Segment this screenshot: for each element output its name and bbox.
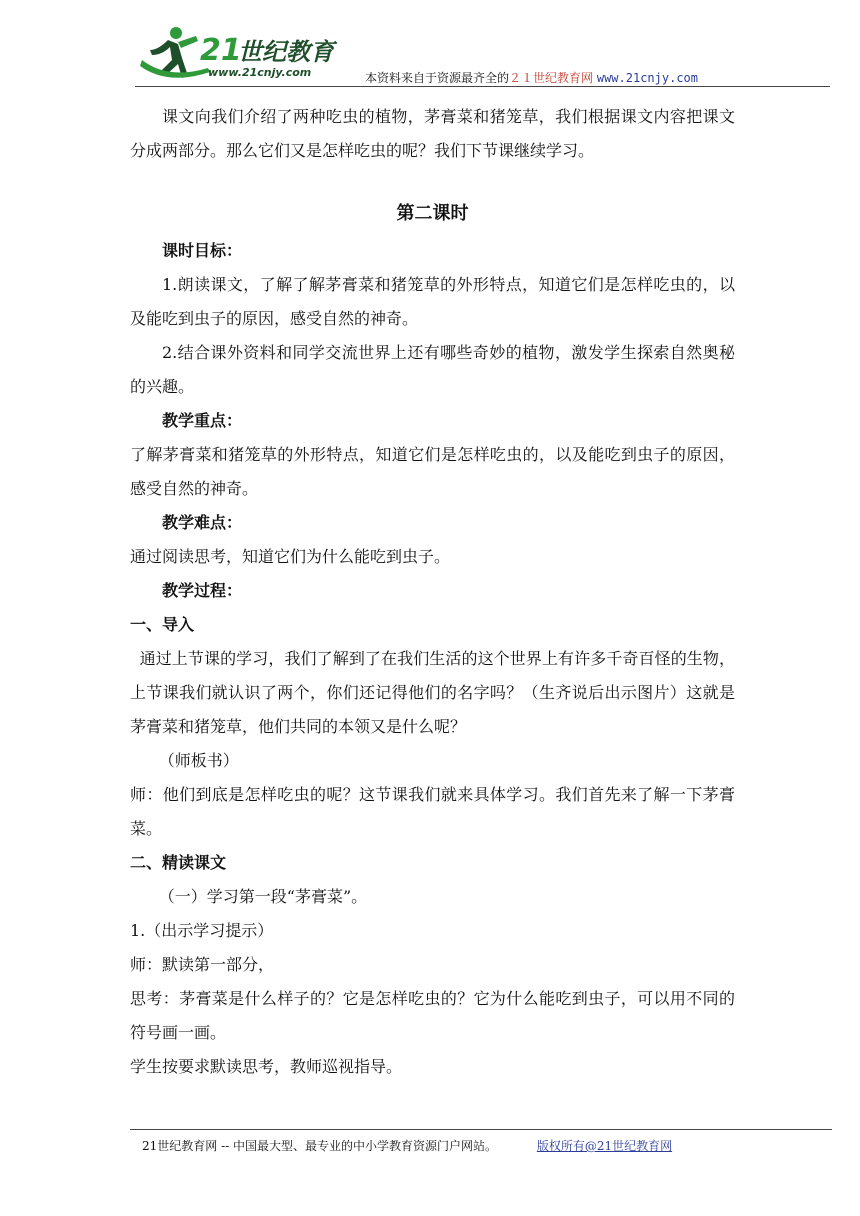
svg-text:www.21cnjy.com: www.21cnjy.com (208, 66, 312, 79)
section-1-text: 通过上节课的学习，我们了解到了在我们生活的这个世界上有许多千奇百怪的生物，上节课我们就认识了两个，你们还记得他们的名字吗？（生齐说后出示图片）这就是茅膏菜和猪笼草，他们共同的本领又是什么呢？ (130, 649, 735, 736)
document-body (130, 100, 735, 1084)
step-1: 1.（出示学习提示） (130, 921, 274, 940)
teacher-line-1: 师：他们到底是怎样吃虫的呢？这节课我们就来具体学习。我们首先来了解一下茅膏菜。 (130, 785, 735, 838)
subsection-1: （一）学习第一段“茅膏菜”。 (158, 887, 368, 906)
header-divider (135, 86, 830, 87)
footer-left-text: 21世纪教育网 -- 中国最大型、最专业的中小学教育资源门户网站。 (142, 1139, 498, 1153)
tagline-url-link[interactable]: www.21cnjy.com (596, 71, 699, 85)
goal-1: 1.朗读课文，了解了解茅膏菜和猪笼草的外形特点，知道它们是怎样吃虫的，以及能吃到虫子的原因，感受自然的神奇。 (130, 275, 735, 328)
tagline-site-link[interactable]: ２１世纪教育网 (509, 71, 594, 85)
lesson-title: 第二课时 (396, 203, 469, 224)
students-activity: 学生按要求默读思考，教师巡视指导。 (130, 1057, 403, 1076)
difficulty-text: 通过阅读思考，知道它们为什么能吃到虫子。 (130, 547, 451, 566)
teacher-line-2: 师：默读第一部分， (130, 955, 275, 974)
goal-2: 2.结合课外资料和同学交流世界上还有哪些奇妙的植物，激发学生探索自然奥秘的兴趣。 (130, 343, 735, 396)
process-heading: 教学过程： (162, 581, 243, 600)
section-2-heading: 二、精读课文 (130, 853, 227, 872)
section-1-heading: 一、导入 (130, 615, 195, 634)
think-prompt: 思考：茅膏菜是什么样子的？它是怎样吃虫的？它为什么能吃到虫子，可以用不同的符号画一画。 (130, 989, 735, 1042)
page-header (130, 20, 830, 90)
footer-copyright-link[interactable]: 版权所有@21世纪教育网 (536, 1139, 673, 1153)
difficulty-heading: 教学难点： (162, 513, 243, 532)
key-points-heading: 教学重点： (162, 411, 243, 430)
svg-text:世纪教育: 世纪教育 (238, 38, 334, 66)
board-note: （师板书） (158, 751, 239, 770)
header-tagline (365, 69, 698, 86)
key-points-text: 了解茅膏菜和猪笼草的外形特点，知道它们是怎样吃虫的，以及能吃到虫子的原因，感受自然的神奇。 (130, 445, 735, 498)
page-footer (142, 1137, 672, 1154)
svg-text:21: 21 (200, 33, 242, 68)
tagline-prefix: 本资料来自于资源最齐全的 (365, 71, 510, 85)
footer-divider (130, 1129, 832, 1130)
intro-paragraph: 课文向我们介绍了两种吃虫的植物，茅膏菜和猪笼草，我们根据课文内容把课文分成两部分。那么它们又是怎样吃虫的呢？我们下节课继续学习。 (130, 107, 735, 160)
21cnjy-logo (138, 20, 358, 86)
goals-heading: 课时目标： (162, 241, 243, 260)
